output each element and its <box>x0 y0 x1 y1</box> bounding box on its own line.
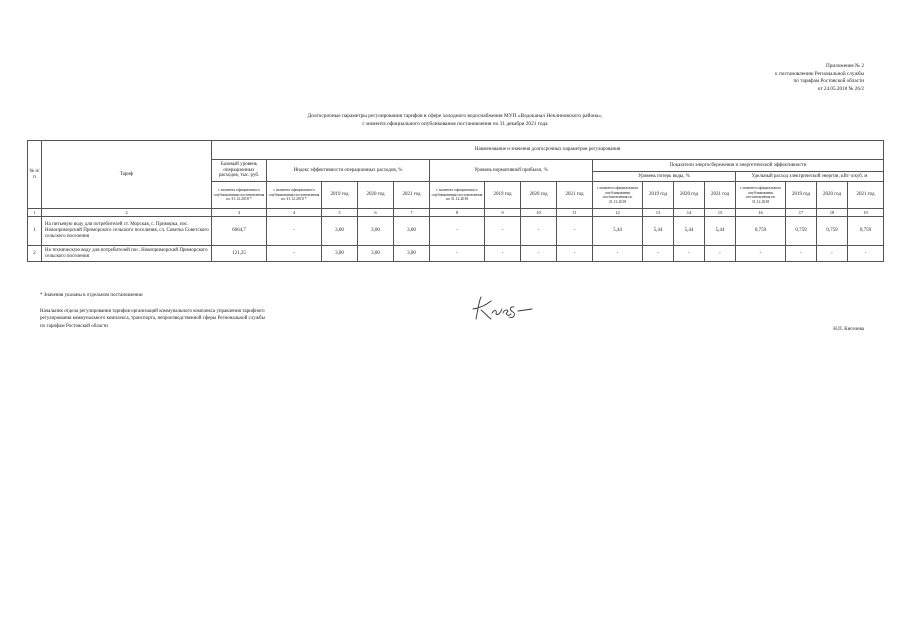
column-number: 8 <box>430 209 485 217</box>
row-value: - <box>430 246 485 262</box>
row-value: - <box>786 246 817 262</box>
header-year: 2019 год <box>643 182 674 209</box>
header-period: с момента официального опубликования постановления по 31.12.2018 * <box>212 182 267 209</box>
appendix-line: Приложение № 2 <box>826 63 864 69</box>
appendix-line: по тарифам Ростовской области <box>793 78 864 85</box>
column-number: 9 <box>485 209 521 217</box>
header-tariff: Тариф <box>42 141 212 209</box>
column-number: 3 <box>212 209 267 217</box>
row-value: - <box>736 246 786 262</box>
column-number: 5 <box>322 209 358 217</box>
row-value: 0,759 <box>786 217 817 246</box>
row-value: 3,00 <box>322 217 358 246</box>
appendix-block <box>694 63 864 93</box>
tariff-parameters-table <box>27 140 884 262</box>
header-period: с момента официального опубликования постановления по 31.12.2018 <box>430 182 485 209</box>
row-value: 0,759 <box>848 217 884 246</box>
appendix-line: от 24.05.2018 № 26/2 <box>817 85 864 92</box>
column-number: 14 <box>674 209 705 217</box>
row-value: 0,759 <box>817 217 848 246</box>
handwritten-signature <box>470 293 540 323</box>
row-value: 121,25 <box>212 246 267 262</box>
title-line: Долгосрочные параметры регулирования тарифов в сфере холодного водоснабжения МУП «Водоканал Неклиновского района», <box>307 113 603 119</box>
row-value: 5,44 <box>705 217 736 246</box>
row-value: - <box>674 246 705 262</box>
footer-line: регулирования коммунального комплекса, транспорта, непроизводственной сферы Региональной службы <box>40 316 265 322</box>
column-number: 16 <box>736 209 786 217</box>
row-value: - <box>557 217 593 246</box>
header-year: 2020 год <box>817 182 848 209</box>
header-num: № п/п <box>28 141 42 209</box>
row-value: 3,00 <box>394 246 430 262</box>
header-year: 2021 год <box>557 182 593 209</box>
header-power-consumption: Удельный расход электрической энергии, кВт·ч/куб. м <box>736 172 884 182</box>
row-value: 5,44 <box>674 217 705 246</box>
row-value: - <box>430 217 485 246</box>
header-group-title: Наименование и значения долгосрочных параметров регулирования <box>212 141 884 160</box>
row-value: 3,00 <box>358 217 394 246</box>
signer-name: Н.П. Киселева <box>833 327 864 332</box>
header-year: 2021 год <box>705 182 736 209</box>
row-value: - <box>848 246 884 262</box>
row-value: - <box>593 246 643 262</box>
row-value: - <box>521 246 557 262</box>
header-period: с момента официального опубликования постановления по 31.12.2018 <box>593 182 643 209</box>
column-number: 13 <box>643 209 674 217</box>
row-value: 3,00 <box>358 246 394 262</box>
row-value: - <box>705 246 736 262</box>
header-year: 2021 год <box>394 182 430 209</box>
row-num: 2 <box>28 246 42 262</box>
row-value: - <box>521 217 557 246</box>
header-efficiency-index: Индекс эффективности операционных расходов, % <box>267 160 430 182</box>
header-water-loss: Уровень потерь воды, % <box>593 172 736 182</box>
row-tariff: На питьевую воду для потребителей ст. Морская, с. Приморка, пос. Новоприморский Приморского сельского поселения, сл. Советка Советского сельского поселения <box>42 217 212 246</box>
header-year: 2019 год <box>485 182 521 209</box>
header-year: 2019 год <box>322 182 358 209</box>
table-row <box>28 217 884 246</box>
row-value: 3,00 <box>322 246 358 262</box>
column-number: 2 <box>42 209 212 217</box>
title-line: с момента официального опубликования постановления по 31 декабря 2021 года <box>362 120 548 127</box>
column-number: 6 <box>358 209 394 217</box>
signatory-position <box>40 308 340 330</box>
document-title <box>150 113 760 128</box>
row-value: - <box>267 246 322 262</box>
column-number: 15 <box>705 209 736 217</box>
column-number: 17 <box>786 209 817 217</box>
column-number: 1 <box>28 209 42 217</box>
header-year: 2020 год <box>358 182 394 209</box>
header-period: с момента официального опубликования постановления по 31.12.2018 * <box>267 182 322 209</box>
column-number: 10 <box>521 209 557 217</box>
column-number: 12 <box>593 209 643 217</box>
row-num: 1 <box>28 217 42 246</box>
row-value: - <box>643 246 674 262</box>
row-value: 3,00 <box>394 217 430 246</box>
table-row <box>28 246 884 262</box>
row-value: 5,44 <box>593 217 643 246</box>
header-year: 2021 год <box>848 182 884 209</box>
header-year: 2019 год <box>786 182 817 209</box>
footnote: * Значения указаны в отдельном постановлении <box>40 293 143 298</box>
header-base-level: Базовый уровень операционных расходов, тыс. руб. <box>212 160 267 182</box>
header-year: 2020 год <box>521 182 557 209</box>
column-number: 4 <box>267 209 322 217</box>
footer-line: по тарифам Ростовской области <box>40 323 108 329</box>
row-value: - <box>817 246 848 262</box>
header-period: с момента официального опубликования постановления по 31.12.2018 <box>736 182 786 209</box>
row-value: - <box>485 217 521 246</box>
header-year: 2020 год <box>674 182 705 209</box>
appendix-line: к постановлению Региональной службы <box>775 70 864 77</box>
row-value: 0,759 <box>736 217 786 246</box>
row-value: 5,44 <box>643 217 674 246</box>
row-value: - <box>485 246 521 262</box>
column-number: 7 <box>394 209 430 217</box>
row-value: - <box>557 246 593 262</box>
row-tariff: На техническую воду для потребителей пос. Новоприморский Приморского сельского поселения <box>42 246 212 262</box>
header-energy-indicators: Показатели энергосбережения и энергетической эффективности <box>593 160 884 172</box>
column-number: 19 <box>848 209 884 217</box>
row-value: 6664,7 <box>212 217 267 246</box>
row-value: - <box>267 217 322 246</box>
header-profit-level: Уровень нормативной прибыли, % <box>430 160 593 182</box>
column-number-row <box>28 209 884 217</box>
column-number: 18 <box>817 209 848 217</box>
footer-line: Начальник отдела регулирования тарифов организаций коммунального комплекса управления тарифного <box>40 309 265 314</box>
column-number: 11 <box>557 209 593 217</box>
